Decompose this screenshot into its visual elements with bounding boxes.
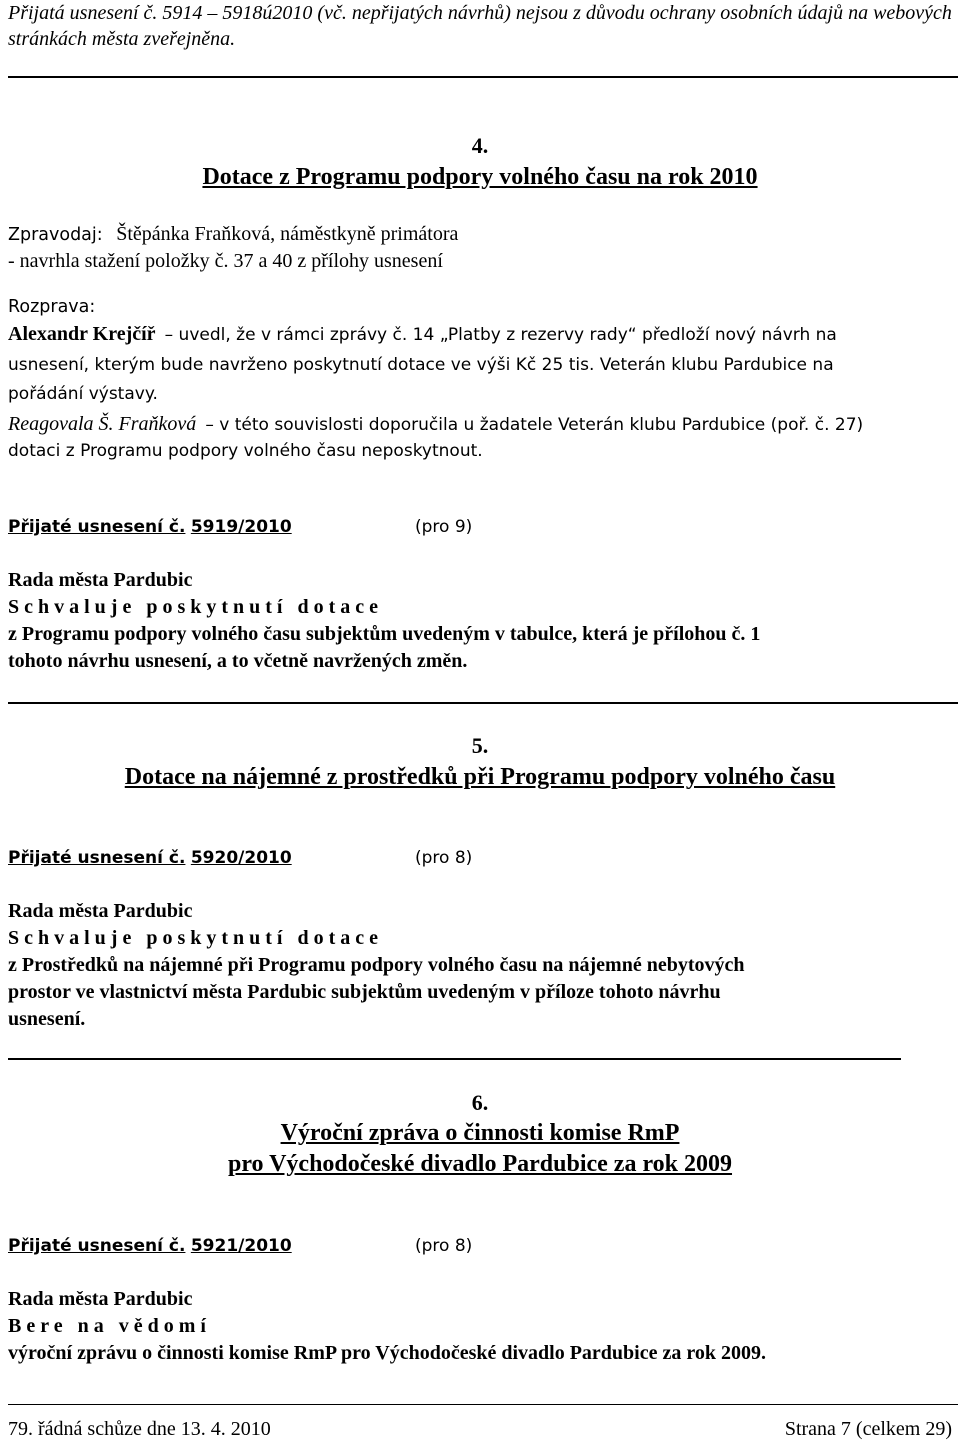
text-5920-2: prostor ve vlastnictví města Pardubic subjektům uvedeným v příloze tohoto návrhu [8, 981, 721, 1003]
speaker-1-text-2: usnesení, kterým bude navrženo poskytnutí dotace ve výši Kč 25 tis. Veterán klubu Pardubice na [8, 355, 834, 375]
header-line-1: Přijatá usnesení č. 5914 – 5918ú2010 (vč. nepřijatých návrhů) nejsou z důvodu ochrany osobních údajů na webových [8, 2, 952, 24]
resolution-5919 [8, 517, 292, 537]
section-divider-5 [8, 1058, 901, 1060]
reporter [8, 223, 458, 246]
text-5920-3: usnesení. [8, 1008, 86, 1030]
reply-label: Reagovala Š. Fraňková [8, 413, 197, 435]
text-5921-1: výroční zprávu o činnosti komise RmP pro Východočeské divadlo Pardubice za rok 2009. [8, 1342, 766, 1364]
section-4-title: Dotace z Programu podpory volného času na rok 2010 [202, 164, 758, 190]
resolution-number: 5920/2010 [190, 848, 292, 868]
council-5920: Rada města Pardubic [8, 900, 193, 922]
resolution-label: Přijaté usnesení č. [8, 848, 186, 868]
verb-5920: Schvaluje poskytnutí dotace [8, 927, 384, 949]
section-6-title-1: Výroční zpráva o činnosti komise RmP [280, 1120, 680, 1146]
speaker-1-line-1 [8, 323, 837, 346]
speaker-1-text-3: pořádání výstavy. [8, 384, 158, 404]
resolution-number: 5919/2010 [190, 517, 292, 537]
section-6-number: 6. [471, 1090, 489, 1115]
section-4-number: 4. [471, 133, 489, 158]
reply-text-1: – v této souvislosti doporučila u žadatele Veterán klubu Pardubice (poř. č. 27) [205, 415, 864, 435]
resolution-5921 [8, 1236, 292, 1256]
resolution-label: Přijaté usnesení č. [8, 517, 186, 537]
header-divider [8, 76, 958, 78]
vote-5920: (pro 8) [415, 848, 473, 868]
reporter-note: - navrhla stažení položky č. 37 a 40 z přílohy usnesení [8, 250, 443, 272]
section-5-number: 5. [471, 733, 489, 758]
council-5919: Rada města Pardubic [8, 569, 193, 591]
reply-text-2: dotaci z Programu podpory volného času neposkytnout. [8, 441, 483, 461]
speaker-1-name: Alexandr Krejčíř [8, 323, 156, 345]
reporter-label: Zpravodaj: [8, 225, 103, 245]
header-line-2: stránkách města zveřejněna. [8, 28, 236, 50]
text-5919-2: tohoto návrhu usnesení, a to včetně navržených změn. [8, 650, 468, 672]
text-5919-1: z Programu podpory volného času subjektům uvedeným v tabulce, která je přílohou č. 1 [8, 623, 761, 645]
section-divider-4 [8, 702, 958, 704]
footer-meeting: 79. řádná schůze dne 13. 4. 2010 [8, 1418, 271, 1440]
footer-divider [8, 1404, 958, 1405]
section-5-title: Dotace na nájemné z prostředků při Programu podpory volného času [124, 764, 836, 790]
resolution-number: 5921/2010 [190, 1236, 292, 1256]
vote-5919: (pro 9) [415, 517, 473, 537]
resolution-5920 [8, 848, 292, 868]
verb-5919: Schvaluje poskytnutí dotace [8, 596, 384, 618]
discussion-label: Rozprava: [8, 297, 96, 317]
header-note [8, 0, 952, 52]
verb-5921: Bere na vědomí [8, 1315, 211, 1337]
speaker-1-text-1: – uvedl, že v rámci zprávy č. 14 „Platby z rezervy rady“ předloží nový návrh na [164, 325, 837, 345]
council-5921: Rada města Pardubic [8, 1288, 193, 1310]
reporter-name: Štěpánka Fraňková, náměstkyně primátora [116, 223, 459, 245]
section-6-title-2: pro Východočeské divadlo Pardubice za rok 2009 [227, 1151, 733, 1177]
resolution-label: Přijaté usnesení č. [8, 1236, 186, 1256]
text-5920-1: z Prostředků na nájemné při Programu podpory volného času na nájemné nebytových [8, 954, 745, 976]
vote-5921: (pro 8) [415, 1236, 473, 1256]
footer-page: Strana 7 (celkem 29) [784, 1418, 952, 1440]
reply-line-1 [8, 413, 863, 436]
